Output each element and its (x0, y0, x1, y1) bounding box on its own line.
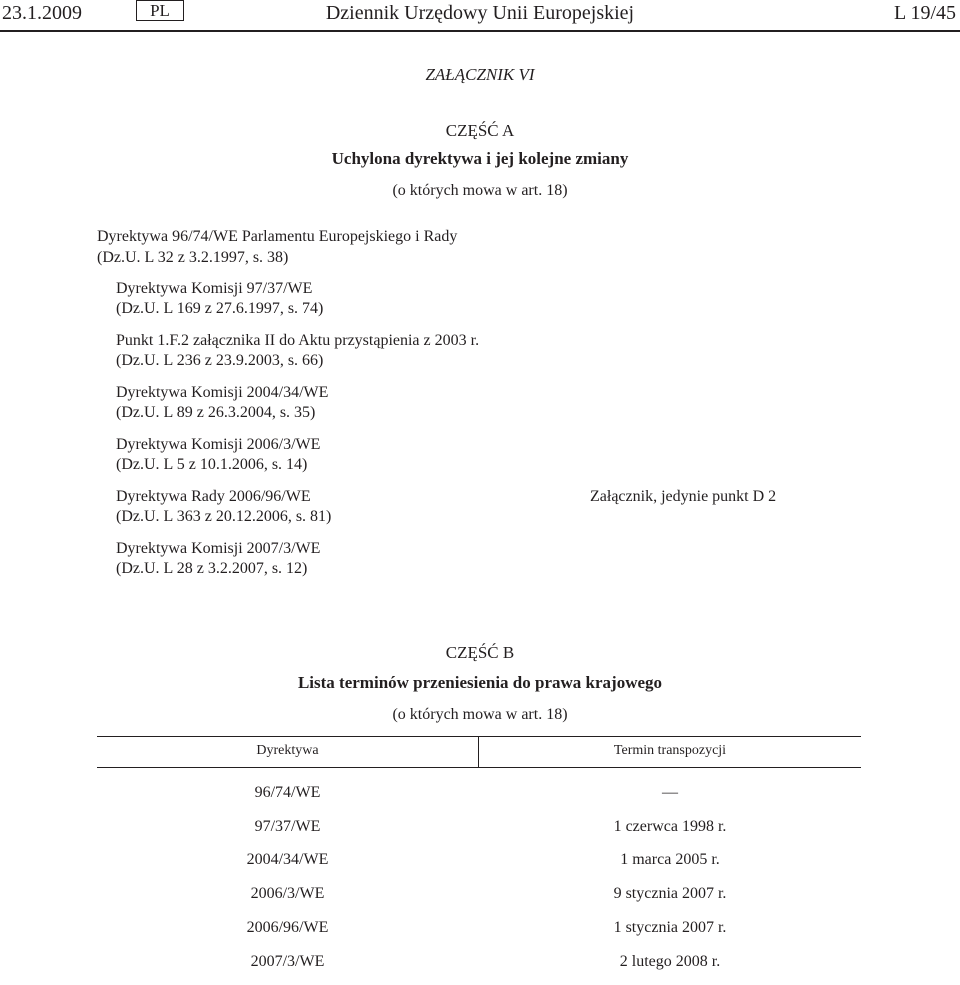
part-a-heading: CZĘŚĆ A (445, 121, 515, 140)
header-rule (0, 30, 960, 32)
table-row-5-deadline: 1 stycznia 2007 r. (613, 919, 727, 936)
table-row-6-deadline: 2 lutego 2008 r. (619, 953, 721, 970)
part-a-title: Uchylona dyrektywa i jej kolejne zmiany (331, 149, 629, 168)
part-b-reference: (o których mowa w art. 18) (392, 706, 568, 723)
amendment-5-note: Załącznik, jedynie punkt D 2 (590, 488, 777, 505)
table-row-2-directive: 97/37/WE (254, 818, 321, 835)
amendment-1-line2: (Dz.U. L 169 z 27.6.1997, s. 74) (116, 300, 324, 317)
table-row-1-deadline: — (662, 784, 678, 801)
amendment-5-line1: Dyrektywa Rady 2006/96/WE (116, 488, 311, 505)
table-row-6-directive: 2007/3/WE (250, 953, 325, 970)
table-row-3-directive: 2004/34/WE (246, 851, 329, 868)
table-row-2-deadline: 1 czerwca 1998 r. (613, 818, 727, 835)
page-reference: L 19/45 (893, 2, 956, 24)
amendment-5-line2: (Dz.U. L 363 z 20.12.2006, s. 81) (116, 508, 332, 525)
amendment-4-line1: Dyrektywa Komisji 2006/3/WE (116, 436, 321, 453)
journal-title: Dziennik Urzędowy Unii Europejskiej (325, 2, 635, 24)
table-row-4-directive: 2006/3/WE (250, 885, 325, 902)
amendment-6-line2: (Dz.U. L 28 z 3.2.2007, s. 12) (116, 560, 308, 577)
amendment-2-line1: Punkt 1.F.2 załącznika II do Aktu przystąpienia z 2003 r. (116, 332, 480, 349)
table-top-border (97, 736, 861, 737)
table-header-border (97, 767, 861, 768)
header-date: 23.1.2009 (2, 2, 82, 24)
table-row-5-directive: 2006/96/WE (246, 919, 329, 936)
table-row-4-deadline: 9 stycznia 2007 r. (613, 885, 727, 902)
amendment-6-line1: Dyrektywa Komisji 2007/3/WE (116, 540, 321, 557)
repealed-directive-line1: Dyrektywa 96/74/WE Parlamentu Europejskiego i Rady (97, 228, 458, 245)
annex-title: ZAŁĄCZNIK VI (425, 65, 535, 84)
amendment-1-line1: Dyrektywa Komisji 97/37/WE (116, 280, 313, 297)
amendment-3-line2: (Dz.U. L 89 z 26.3.2004, s. 35) (116, 404, 316, 421)
table-row-1-directive: 96/74/WE (254, 784, 321, 801)
amendment-2-line2: (Dz.U. L 236 z 23.9.2003, s. 66) (116, 352, 324, 369)
part-a-reference: (o których mowa w art. 18) (392, 182, 568, 199)
table-row-3-deadline: 1 marca 2005 r. (620, 851, 720, 868)
column-header-directive: Dyrektywa (256, 743, 319, 758)
part-b-title: Lista terminów przeniesienia do prawa krajowego (297, 673, 663, 692)
part-b-heading: CZĘŚĆ B (445, 643, 515, 662)
language-badge: PL (136, 0, 184, 21)
repealed-directive-line2: (Dz.U. L 32 z 3.2.1997, s. 38) (97, 249, 289, 266)
amendment-3-line1: Dyrektywa Komisji 2004/34/WE (116, 384, 329, 401)
column-header-deadline: Termin transpozycji (613, 743, 727, 758)
amendment-4-line2: (Dz.U. L 5 z 10.1.2006, s. 14) (116, 456, 308, 473)
